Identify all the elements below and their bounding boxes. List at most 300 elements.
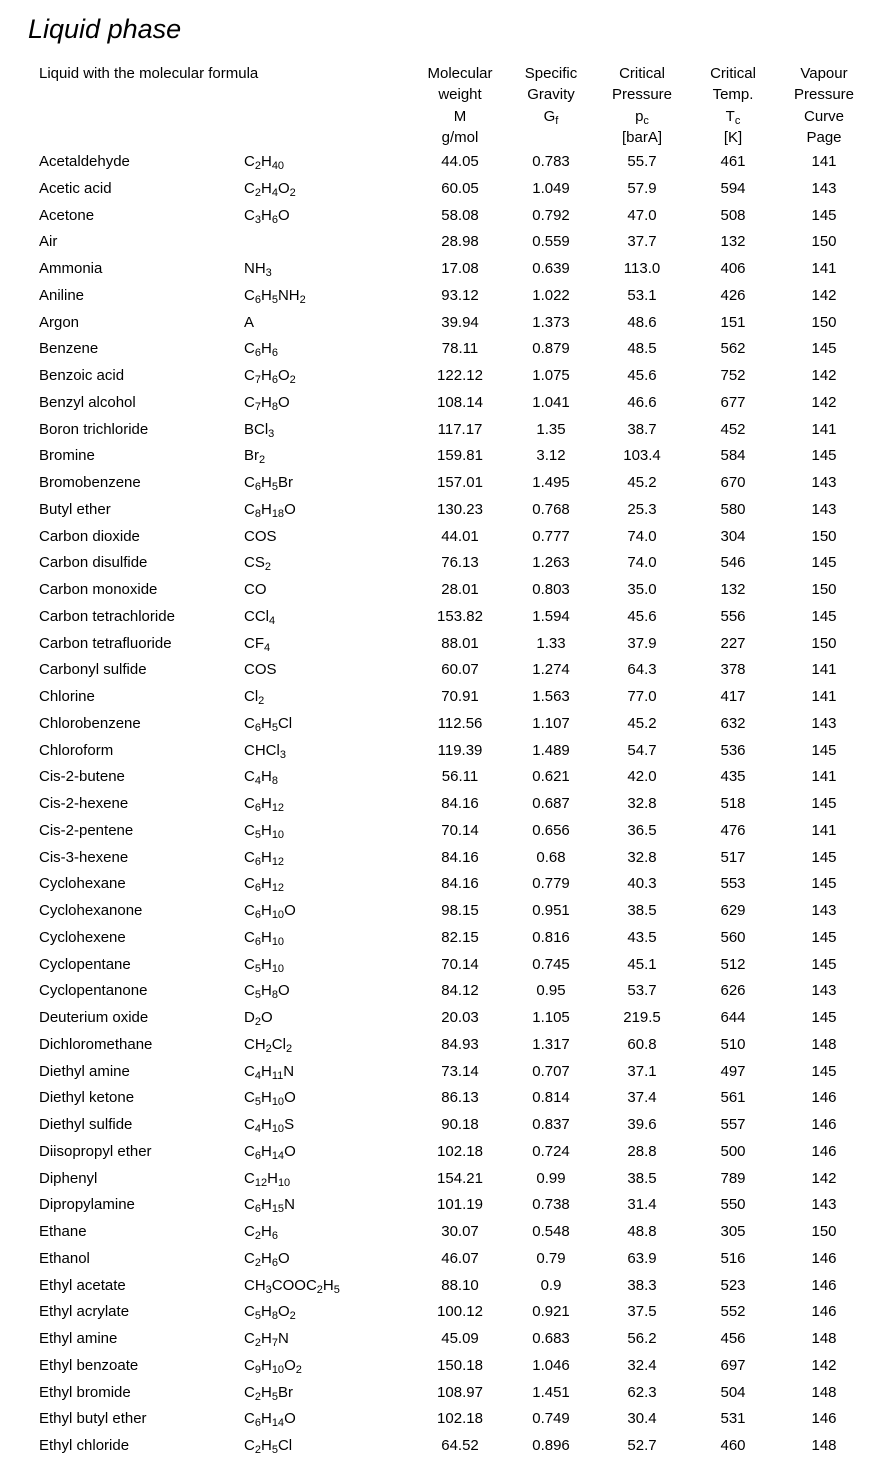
molecular-weight: 159.81 [437,447,483,465]
vapour-pressure-page: 141 [811,688,837,705]
vapour-pressure-page: 150 [811,581,837,598]
critical-temp: 677 [720,393,746,411]
molecular-formula: CO [244,581,267,598]
specific-gravity: 0.738 [532,1196,570,1214]
substance-name: Chlorine [39,688,95,705]
vapour-pressure-page: 142 [811,1169,837,1187]
specific-gravity: 1.495 [532,474,570,491]
substance-name: Carbon monoxide [39,581,158,598]
critical-pressure: 43.5 [627,928,657,946]
specific-gravity: 1.263 [532,554,570,572]
table-row [0,391,882,418]
molecular-formula: $C_6H_{12}$ [244,875,285,895]
critical-pressure: 60.8 [627,1035,657,1053]
molecular-weight: 17.08 [441,260,479,277]
specific-gravity: 0.707 [532,1062,570,1080]
substance-name: Ammonia [39,260,103,277]
critical-pressure: 32.8 [627,848,657,866]
molecular-formula: $C_7H_6O_2$ [244,367,296,386]
critical-temp: 552 [720,1303,746,1321]
molecular-weight: 82.15 [441,928,479,946]
critical-temp: 626 [720,982,746,1000]
critical-pressure: 48.6 [627,313,657,331]
critical-pressure: 45.2 [627,474,657,491]
critical-temp: 500 [720,1142,746,1160]
vapour-pressure-page: 150 [811,313,837,331]
specific-gravity: 0.683 [532,1330,570,1347]
substance-name: Cis-3-hexene [39,848,129,866]
critical-temp: 517 [720,848,746,866]
vapour-pressure-page: 142 [811,393,837,411]
substance-name: Acetic acid [39,179,112,197]
molecular-weight: 44.01 [441,527,479,545]
specific-gravity: 0.814 [532,1089,570,1107]
molecular-formula: $C_5H_8O_2$ [244,1303,296,1323]
critical-pressure: 40.3 [627,875,657,893]
molecular-weight: 78.11 [441,340,479,358]
critical-temp: 132 [720,233,746,251]
specific-gravity: 0.792 [532,206,570,224]
vapour-pressure-page: 143 [811,902,837,919]
table-row [0,230,882,257]
header-line: Pressure [611,86,673,104]
critical-temp: 461 [720,153,746,170]
vapour-pressure-page: 148 [811,1437,837,1454]
table-row [0,1033,882,1060]
molecular-weight: 88.10 [441,1276,479,1294]
molecular-weight: 130.23 [437,500,483,518]
critical-temp: 562 [720,340,746,358]
molecular-weight: 90.18 [441,1116,479,1133]
molecular-formula: $C_2H_6$ [244,1223,278,1242]
molecular-formula: $C_2H_4O_2$ [244,179,296,199]
table-row [0,926,882,953]
molecular-formula: $C_4H_{11}N$ [244,1062,295,1082]
molecular-weight: 60.05 [441,179,479,197]
substance-name: Ethanol [39,1249,90,1267]
critical-pressure: 53.1 [627,286,657,304]
critical-pressure: 28.8 [627,1142,657,1160]
vapour-pressure-page: 145 [811,1009,837,1026]
critical-pressure: 45.2 [627,714,657,732]
substance-name: Ethyl bromide [39,1383,131,1401]
molecular-formula: $CH_2Cl_2$ [244,1035,293,1055]
table-row [0,1300,882,1327]
molecular-formula: $C_6H_6$ [244,340,278,360]
substance-name: Deuterium oxide [39,1009,149,1026]
critical-pressure: 62.3 [627,1383,657,1401]
vapour-pressure-page: 148 [811,1383,837,1401]
molecular-weight: 88.01 [441,634,479,652]
molecular-formula: $C_6H_5NH_2$ [244,286,306,306]
page-title: Liquid phase [28,14,182,44]
critical-temp: 512 [720,955,746,973]
substance-name: Boron trichloride [39,420,149,438]
critical-pressure: 37.1 [627,1062,657,1080]
critical-temp: 151 [720,313,746,331]
critical-temp: 452 [720,420,746,438]
critical-pressure: 39.6 [627,1116,657,1133]
vapour-pressure-page: 143 [811,1196,837,1214]
table-row [0,418,882,445]
critical-temp: 435 [720,768,746,786]
molecular-formula: $C_2H_5Cl$ [244,1437,293,1456]
molecular-formula: $C_2H_{40}$ [244,153,285,172]
critical-temp: 497 [720,1062,746,1080]
molecular-formula: $C_4H_{10}S$ [244,1116,295,1135]
molecular-weight: 73.14 [441,1062,479,1080]
critical-temp: 670 [720,474,746,491]
molecular-formula: $CF_4$ [244,634,271,654]
table-row [0,712,882,739]
critical-temp: 417 [720,688,746,705]
molecular-weight: 45.09 [441,1330,479,1347]
molecular-formula: BCl$_3$ [244,420,275,440]
table-row [0,1381,882,1408]
substance-name: Benzene [39,340,99,358]
table-row [0,1407,882,1434]
substance-name: Chlorobenzene [39,714,141,732]
critical-pressure: 38.5 [627,902,657,919]
molecular-formula: $C_6H_{14}O$ [244,1410,296,1430]
critical-pressure: 38.5 [627,1169,657,1187]
substance-name: Acetone [39,206,95,224]
critical-temp: 584 [720,447,746,465]
critical-temp: 546 [720,554,746,572]
table-row [0,1006,882,1033]
critical-temp: 536 [720,741,746,759]
substance-name: Bromobenzene [39,474,141,491]
molecular-formula: $C_2H_6O$ [244,1249,290,1269]
molecular-formula: $C_8H_{18}O$ [244,500,296,520]
critical-temp: 556 [720,607,746,625]
molecular-formula: $C_{12}H_{10}$ [244,1169,291,1189]
molecular-weight: 28.98 [441,233,479,251]
molecular-formula: $CH_3COOC_2H_5$ [244,1276,340,1296]
specific-gravity: 0.783 [532,153,570,170]
molecular-weight: 101.19 [437,1196,483,1214]
substance-name: Diisopropyl ether [39,1142,152,1160]
table-row [0,1274,882,1301]
molecular-formula: $C_5H_{10}$ [244,821,285,841]
vapour-pressure-page: 146 [811,1116,837,1133]
critical-temp: 561 [720,1089,746,1107]
table-row [0,872,882,899]
substance-name: Cyclohexanone [39,902,143,919]
substance-name: Carbon tetrachloride [39,607,175,625]
table-row [0,578,882,605]
molecular-weight: 30.07 [441,1223,479,1240]
table-row [0,605,882,632]
specific-gravity: 1.489 [532,741,570,759]
substance-name: Cis-2-hexene [39,795,129,812]
molecular-weight: 58.08 [441,206,479,224]
header-line: Pressure [793,86,855,104]
vapour-pressure-page: 141 [811,768,837,786]
critical-pressure: 53.7 [627,982,657,1000]
substance-name: Cis-2-butene [39,768,125,786]
substance-name: Ethyl acrylate [39,1303,130,1321]
specific-gravity: 1.317 [532,1035,570,1053]
substance-name: Diethyl ketone [39,1089,135,1107]
vapour-pressure-page: 143 [811,500,837,518]
molecular-formula: CCl$_4$ [244,607,276,627]
specific-gravity: 1.373 [532,313,570,331]
substance-name: Aniline [39,286,85,304]
specific-gravity: 0.79 [536,1249,566,1267]
vapour-pressure-page: 141 [811,661,837,679]
substance-name: Dipropylamine [39,1196,135,1214]
molecular-formula: COS [244,527,277,545]
vapour-pressure-page: 145 [811,848,837,866]
specific-gravity: 0.9 [540,1276,562,1294]
substance-name: Carbon disulfide [39,554,148,572]
molecular-formula: $C_6H_{10}O$ [244,902,296,921]
table-row [0,177,882,204]
critical-pressure: 103.4 [623,447,661,465]
molecular-weight: 112.56 [437,714,483,732]
substance-name: Carbon tetrafluoride [39,634,172,652]
header-line: Gravity [527,86,575,104]
specific-gravity: 1.049 [532,179,570,197]
table-row [0,284,882,311]
vapour-pressure-page: 145 [811,554,837,572]
header-critical-pressure [597,63,687,148]
molecular-weight: 153.82 [437,607,483,625]
specific-gravity: 1.022 [532,286,570,304]
critical-temp: 632 [720,714,746,732]
critical-pressure: 37.4 [627,1089,657,1107]
critical-temp: 560 [720,928,746,946]
critical-pressure: 55.7 [627,153,657,170]
vapour-pressure-page: 148 [811,1035,837,1053]
vapour-pressure-page: 146 [811,1276,837,1294]
vapour-pressure-page: 143 [811,982,837,1000]
substance-name: Ethyl amine [39,1330,118,1347]
substance-name: Butyl ether [39,500,111,518]
molecular-weight: 119.39 [437,741,483,759]
table-row [0,551,882,578]
molecular-formula: $C_7H_8O$ [244,393,290,413]
substance-name: Bromine [39,447,95,465]
table-row [0,1086,882,1113]
vapour-pressure-page: 146 [811,1410,837,1428]
critical-temp: 510 [720,1035,746,1053]
header-line: Temp. [712,86,754,104]
substance-name: Acetaldehyde [39,153,130,170]
substance-name: Cis-2-pentene [39,821,134,839]
critical-pressure: 54.7 [627,741,657,759]
table-row [0,311,882,338]
critical-pressure: 113.0 [623,260,661,277]
critical-pressure: 32.4 [627,1356,657,1374]
header-line: g/mol [441,128,479,146]
molecular-formula: $C_5H_8O$ [244,982,290,1002]
table-row [0,953,882,980]
vapour-pressure-page: 142 [811,367,837,384]
specific-gravity: 0.779 [532,875,570,893]
molecular-formula: $Cl_2$ [244,688,265,707]
substance-name: Diethyl amine [39,1062,130,1080]
vapour-pressure-page: 146 [811,1303,837,1321]
molecular-weight: 70.91 [441,688,479,705]
specific-gravity: 1.075 [532,367,570,384]
critical-temp: 697 [720,1356,746,1374]
specific-gravity: 0.879 [532,340,570,358]
header-line: Molecular [427,65,493,82]
critical-temp: 580 [720,500,746,518]
critical-pressure: 37.7 [627,233,657,251]
critical-pressure: 31.4 [627,1196,657,1214]
molecular-formula: $C_9H_{10}O_2$ [244,1356,302,1376]
molecular-formula: $C_5H_{10}$ [244,955,285,975]
specific-gravity: 1.563 [532,688,570,705]
molecular-weight: 122.12 [437,367,483,384]
substance-name: Cyclohexane [39,875,126,893]
table-row [0,150,882,177]
molecular-formula: $C_6H_5Br$ [244,474,293,493]
table-row [0,1327,882,1354]
specific-gravity: 1.046 [532,1356,570,1374]
vapour-pressure-page: 145 [811,340,837,358]
critical-pressure: 46.6 [627,393,657,411]
substance-name: Diethyl sulfide [39,1116,133,1133]
specific-gravity: 1.105 [532,1009,570,1026]
critical-pressure: 56.2 [627,1330,657,1347]
vapour-pressure-page: 146 [811,1249,837,1267]
specific-gravity: 1.041 [532,393,570,411]
header-line: Curve [803,107,844,125]
specific-gravity: 0.921 [532,1303,570,1321]
vapour-pressure-page: 145 [811,795,837,812]
molecular-formula: $D_2O$ [244,1009,273,1028]
vapour-pressure-page: 150 [811,634,837,652]
table-row [0,257,882,284]
table-row [0,1354,882,1381]
critical-temp: 406 [720,260,746,277]
vapour-pressure-page: 143 [811,714,837,732]
header-line: Critical [710,65,756,82]
molecular-weight: 150.18 [437,1356,483,1374]
molecular-weight: 84.16 [441,848,479,866]
specific-gravity: 0.803 [532,581,570,598]
vapour-pressure-page: 142 [811,286,837,304]
critical-temp: 629 [720,902,746,919]
critical-pressure: 57.9 [627,179,657,197]
critical-pressure: 52.7 [627,1437,657,1454]
critical-temp: 305 [720,1223,746,1240]
molecular-weight: 102.18 [437,1142,483,1160]
substance-name: Ethyl benzoate [39,1356,139,1374]
header-line: Critical [619,65,665,82]
liquid-table-body [0,150,882,1461]
table-row [0,792,882,819]
specific-gravity: 1.274 [532,661,570,679]
molecular-weight: 157.01 [437,474,483,491]
critical-pressure: 48.8 [627,1223,657,1240]
specific-gravity: 0.951 [532,902,570,919]
critical-pressure: 37.9 [627,634,657,652]
table-row [0,1247,882,1274]
molecular-weight: 102.18 [437,1410,483,1428]
specific-gravity: 1.451 [532,1383,570,1401]
header-vapour-pressure-page [779,63,869,148]
substance-name: Dichloromethane [39,1035,153,1053]
vapour-pressure-page: 145 [811,955,837,973]
molecular-weight: 60.07 [441,661,479,679]
specific-gravity: 0.749 [532,1410,570,1428]
molecular-weight: 98.15 [441,902,479,919]
critical-pressure: 47.0 [627,206,657,224]
critical-temp: 789 [720,1169,746,1187]
vapour-pressure-page: 141 [811,821,837,839]
critical-temp: 460 [720,1437,746,1454]
critical-temp: 550 [720,1196,746,1214]
specific-gravity: 0.656 [532,821,570,839]
critical-temp: 553 [720,875,746,893]
critical-temp: 227 [720,634,746,652]
molecular-weight: 93.12 [441,286,479,304]
critical-pressure: 45.6 [627,367,657,384]
substance-name: Cyclohexene [39,928,126,946]
specific-gravity: 0.559 [532,233,570,251]
table-row [0,1113,882,1140]
specific-gravity: 1.33 [536,634,566,652]
substance-name: Air [39,233,58,251]
specific-gravity: 0.548 [532,1223,570,1240]
table-row [0,685,882,712]
critical-temp: 378 [720,661,746,679]
header-line: [barA] [621,128,663,146]
substance-name: Cyclopentanone [39,982,148,1000]
vapour-pressure-page: 145 [811,1062,837,1080]
molecular-weight: 84.93 [441,1035,479,1053]
molecular-weight: 44.05 [441,153,479,170]
header-line: Vapour [800,65,848,82]
molecular-weight: 56.11 [441,768,479,786]
table-row [0,819,882,846]
table-row [0,1193,882,1220]
vapour-pressure-page: 150 [811,1223,837,1240]
critical-pressure: 38.7 [627,420,657,438]
critical-temp: 132 [720,581,746,598]
molecular-weight: 84.12 [441,982,479,1000]
molecular-weight: 64.52 [441,1437,479,1454]
substance-name: Cyclopentane [39,955,131,973]
specific-gravity: 0.777 [532,527,570,545]
molecular-formula: $C_4H_8$ [244,768,278,788]
table-row [0,525,882,552]
molecular-formula: A [244,313,255,331]
vapour-pressure-page: 145 [811,928,837,946]
critical-pressure: 219.5 [623,1009,661,1026]
critical-pressure: 35.0 [627,581,657,598]
critical-temp: 304 [720,527,746,545]
header-line: [K] [723,128,743,146]
table-subtitle: Liquid with the molecular formula [39,65,259,82]
molecular-weight: 46.07 [441,1249,479,1267]
vapour-pressure-page: 150 [811,233,837,251]
vapour-pressure-page: 141 [811,420,837,438]
critical-pressure: 63.9 [627,1249,657,1267]
specific-gravity: 1.594 [532,607,570,625]
critical-temp: 594 [720,179,746,197]
critical-pressure: 25.3 [627,500,657,518]
header-specific-gravity [511,63,591,127]
table-row [0,979,882,1006]
vapour-pressure-page: 145 [811,607,837,625]
molecular-formula: $C_5H_{10}O$ [244,1089,296,1109]
